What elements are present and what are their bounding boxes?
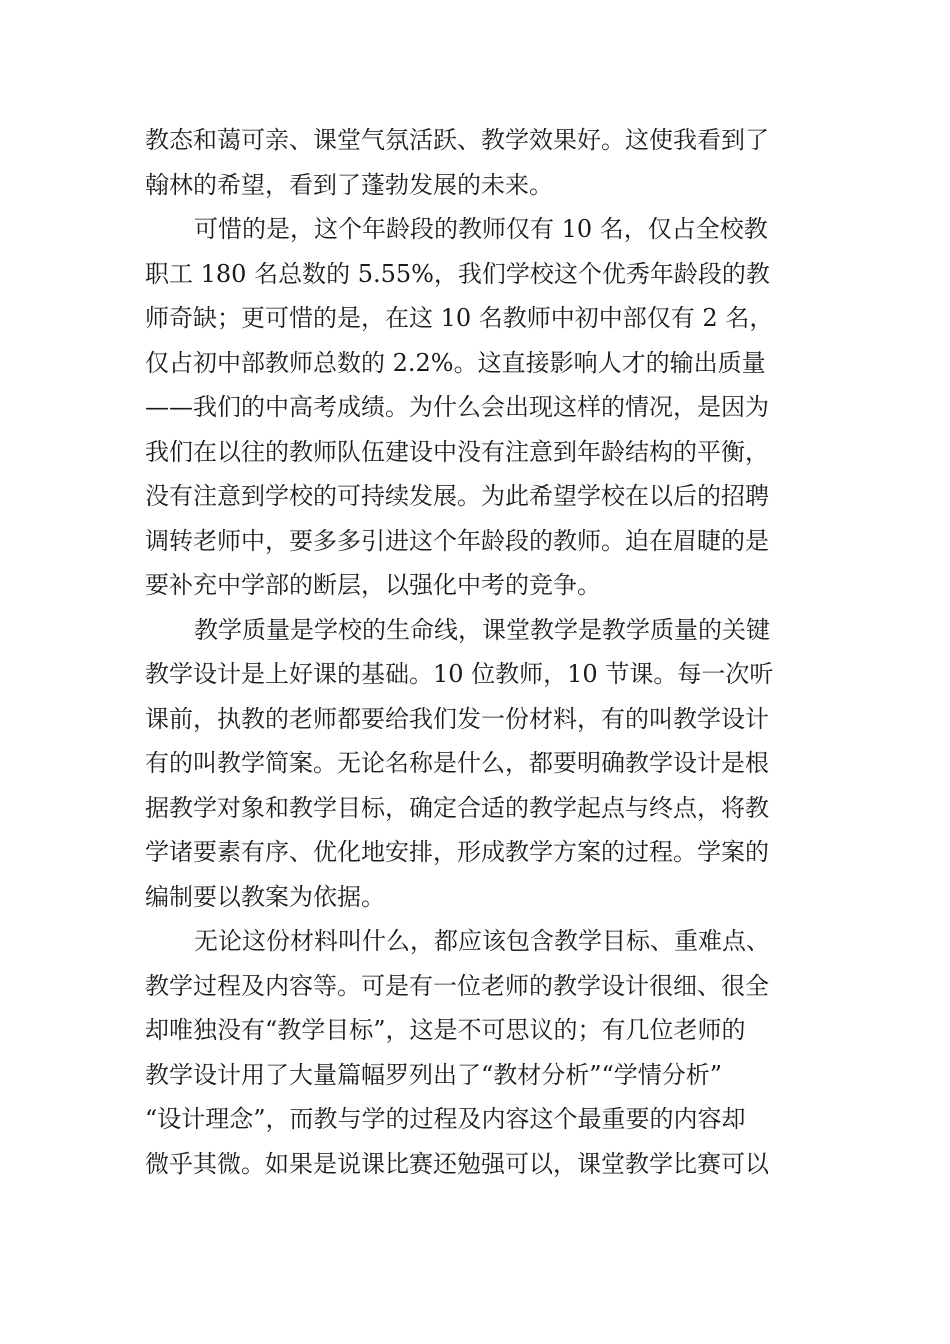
text-line: 调转老师中，要多多引进这个年龄段的教师。迫在眉睫的是	[145, 526, 769, 555]
text-line: 有的叫教学简案。无论名称是什么，都要明确教学设计是根	[145, 749, 769, 777]
text-line: 师奇缺；更可惜的是，在这 10 名教师中初中部仅有 2 名，	[145, 304, 774, 332]
text-line: 学诸要素有序、优化地安排，形成教学方案的过程。学案的	[145, 838, 769, 866]
text-line: 没有注意到学校的可持续发展。为此希望学校在以后的招聘	[145, 482, 769, 510]
document-body	[145, 118, 815, 1186]
text-line: ——我们的中高考成绩。为什么会出现这样的情况，是因为	[145, 393, 769, 421]
text-line: 编制要以教案为依据。	[145, 882, 385, 911]
paragraph-first-line: 教学质量是学校的生命线，课堂教学是教学质量的关键	[194, 615, 770, 644]
text-line: “设计理念”，而教与学的过程及内容这个最重要的内容却	[145, 1105, 746, 1133]
text-line: 微乎其微。如果是说课比赛还勉强可以，课堂教学比赛可以	[145, 1149, 769, 1178]
text-line: 课前，执教的老师都要给我们发一份材料，有的叫教学设计	[145, 704, 769, 733]
paragraph-first-line: 无论这份材料叫什么，都应该包含教学目标、重难点、	[194, 927, 770, 955]
text-line: 教态和蔼可亲、课堂气氛活跃、教学效果好。这使我看到了	[145, 126, 769, 154]
text-line: 仅占初中部教师总数的 2.2%。这直接影响人才的输出质量	[145, 348, 766, 377]
text-line: 据教学对象和教学目标，确定合适的教学起点与终点，将教	[145, 793, 769, 822]
text-line: 我们在以往的教师队伍建设中没有注意到年龄结构的平衡，	[145, 437, 769, 466]
text-line: 要补充中学部的断层，以强化中考的竞争。	[145, 571, 601, 599]
paragraph-first-line: 可惜的是，这个年龄段的教师仅有 10 名，仅占全校教	[194, 215, 768, 243]
text-line: 教学设计是上好课的基础。10 位教师，10 节课。每一次听	[145, 660, 774, 688]
text-line: 教学设计用了大量篇幅罗列出了“教材分析”“学情分析”	[145, 1060, 723, 1089]
text-line: 教学过程及内容等。可是有一位老师的教学设计很细、很全	[145, 971, 769, 1000]
text-line: 翰林的希望，看到了蓬勃发展的未来。	[145, 170, 553, 199]
text-line: 却唯独没有“教学目标”，这是不可思议的；有几位老师的	[145, 1016, 746, 1044]
text-line: 职工 180 名总数的 5.55%，我们学校这个优秀年龄段的教	[145, 259, 770, 288]
